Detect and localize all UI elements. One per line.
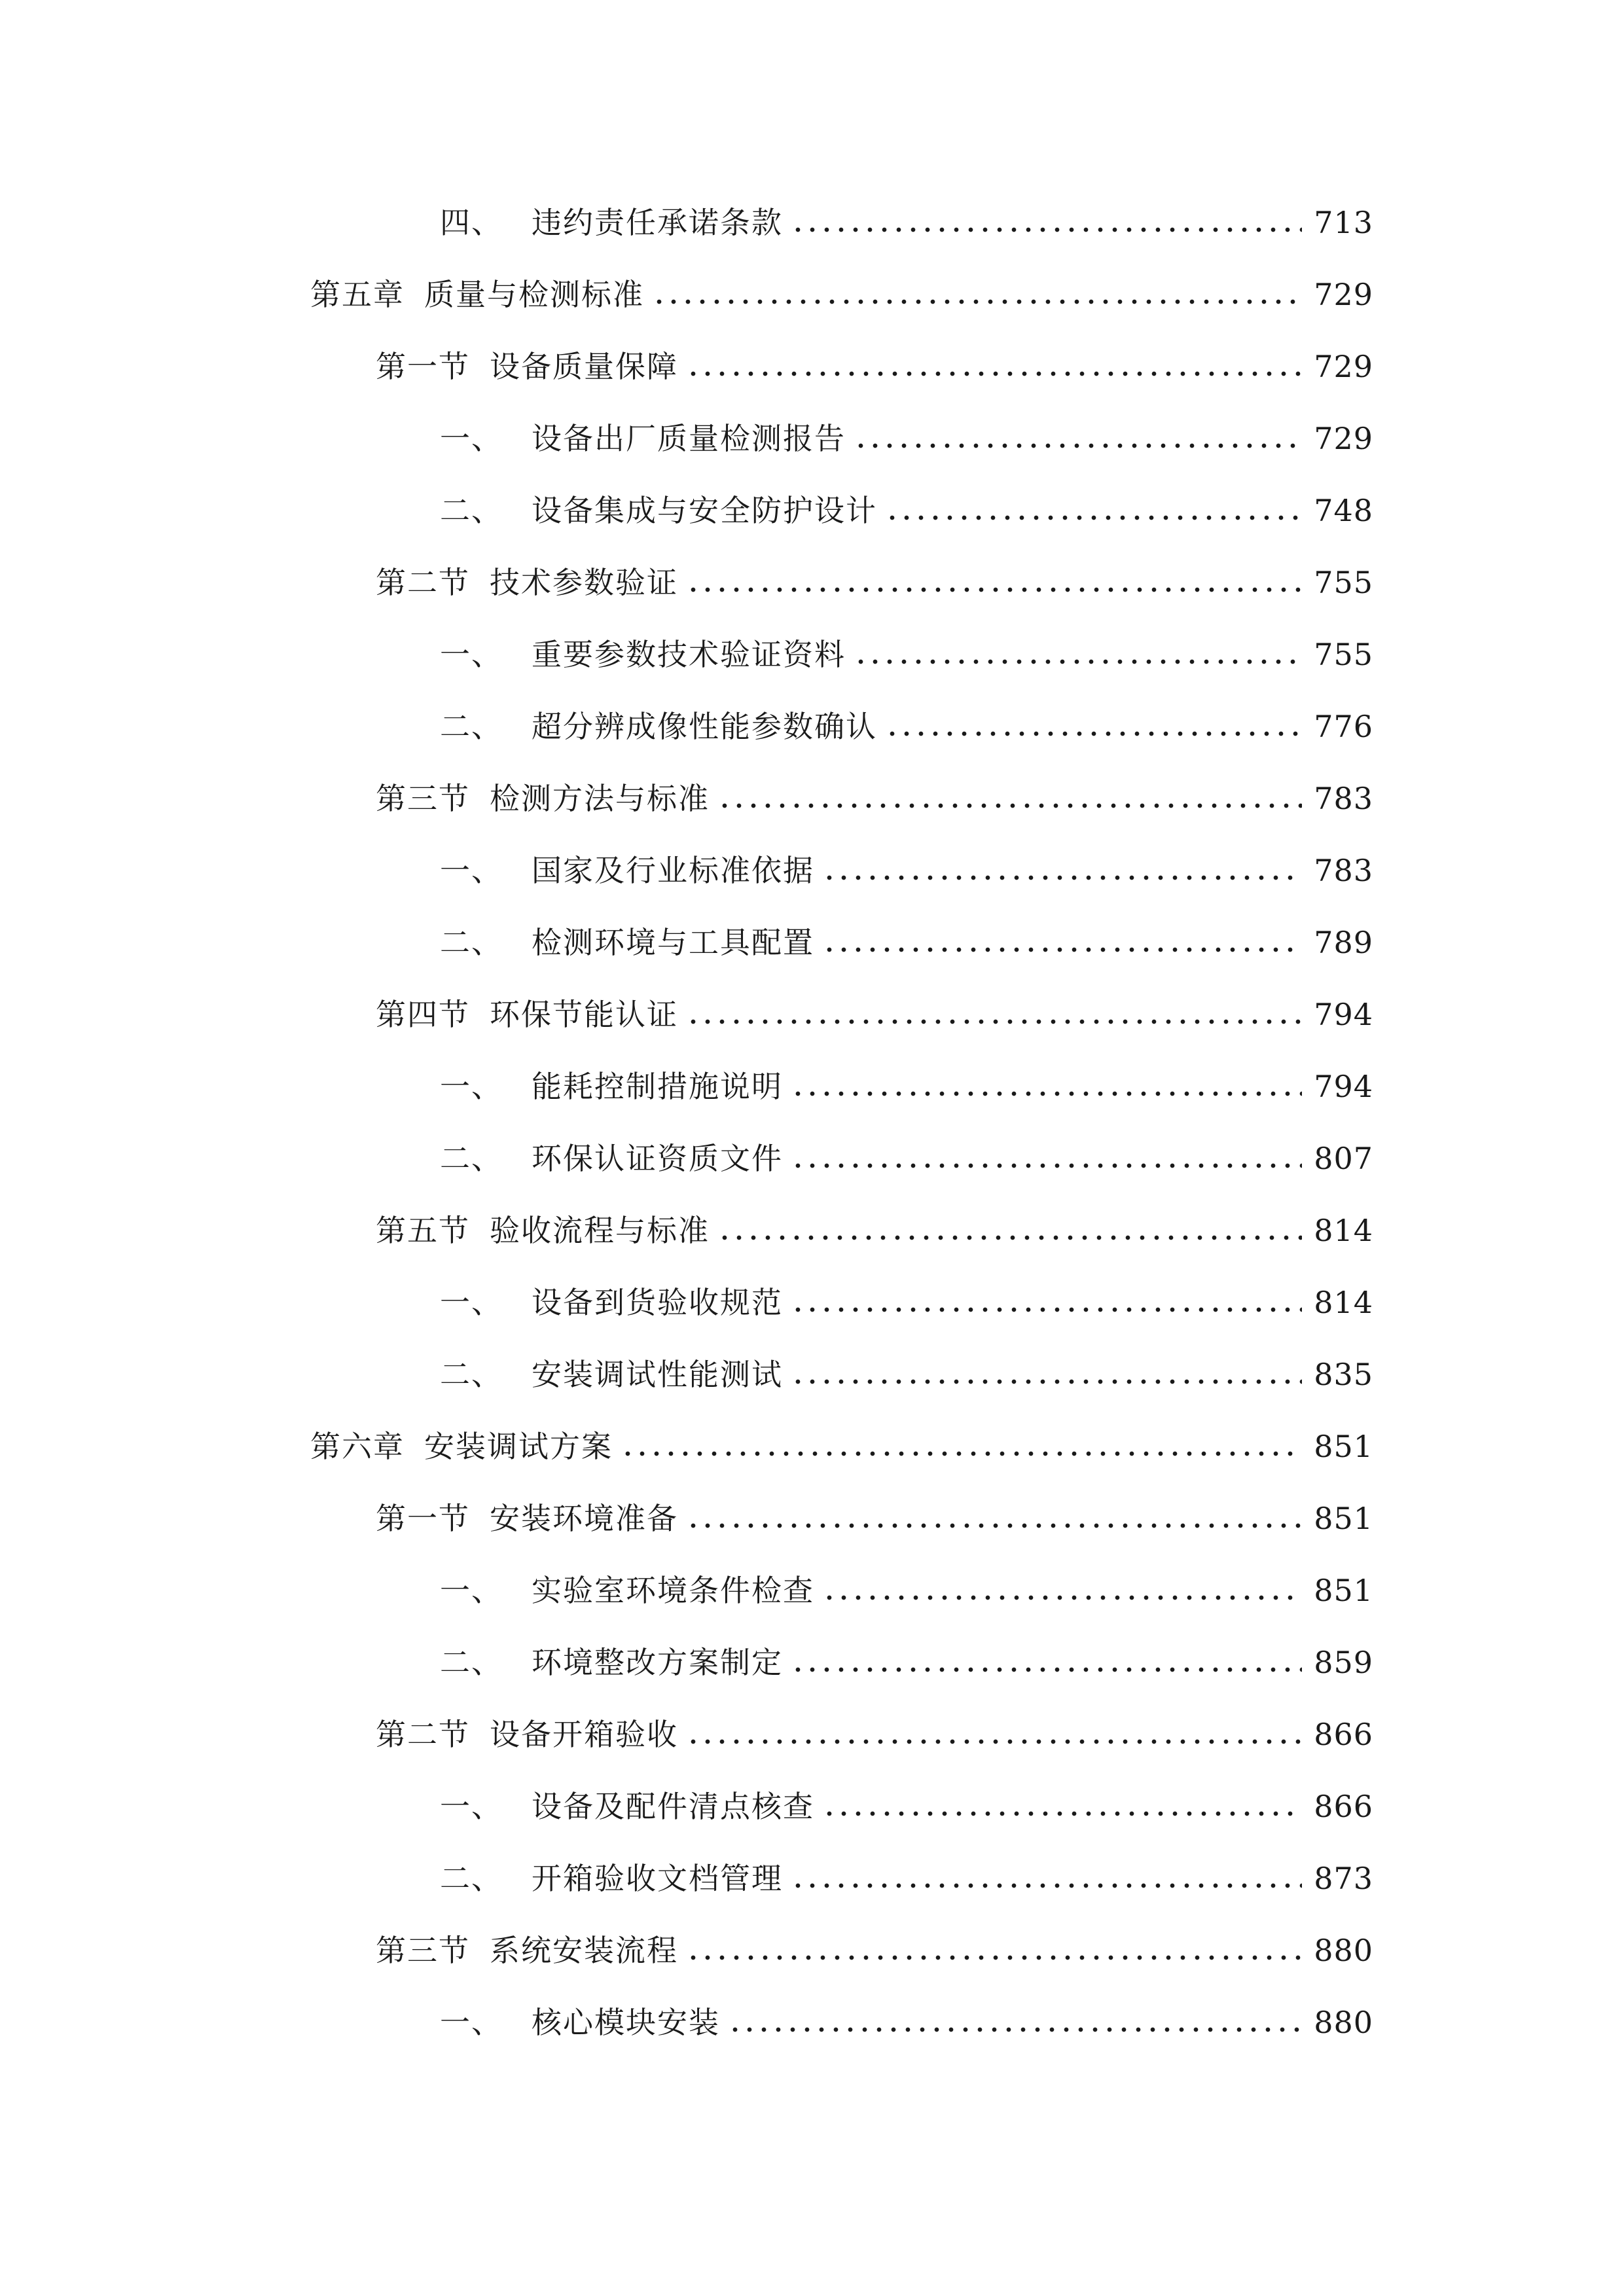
toc-entry-title: 安装调试性能测试 xyxy=(532,1357,783,1392)
toc-entry-section[interactable] xyxy=(376,334,1373,386)
toc-entry-section[interactable] xyxy=(376,982,1373,1034)
toc-entry-title: 环保认证资质文件 xyxy=(532,1141,783,1176)
dot-leader xyxy=(791,226,1302,233)
toc-entry-page: 873 xyxy=(1314,1861,1373,1896)
toc-entry-title: 能耗控制措施说明 xyxy=(532,1069,783,1104)
toc-entry-title: 检测环境与工具配置 xyxy=(532,925,814,960)
dot-leader xyxy=(686,586,1302,593)
toc-entry[interactable] xyxy=(440,694,1373,746)
toc-entry-title: 安装环境准备 xyxy=(490,1501,678,1536)
toc-entry-prefix: 二、 xyxy=(440,1141,503,1176)
toc-entry[interactable] xyxy=(440,1342,1373,1394)
toc-entry[interactable] xyxy=(440,1558,1373,1610)
toc-entry-page: 859 xyxy=(1314,1645,1373,1680)
toc-entry-page: 866 xyxy=(1314,1717,1373,1752)
toc-entry-prefix: 二、 xyxy=(440,1645,503,1680)
toc-entry[interactable] xyxy=(440,838,1373,890)
toc-entry-page: 729 xyxy=(1314,277,1373,312)
toc-entry-page: 713 xyxy=(1314,205,1373,240)
toc-entry-page: 794 xyxy=(1314,1069,1373,1104)
toc-entry-page: 783 xyxy=(1314,781,1373,816)
toc-entry-page: 807 xyxy=(1314,1141,1373,1176)
toc-entry[interactable] xyxy=(440,478,1373,530)
toc-entry[interactable] xyxy=(440,1630,1373,1682)
toc-entry-title: 验收流程与标准 xyxy=(490,1213,710,1248)
toc-entry-prefix: 第二节 xyxy=(376,1717,470,1752)
toc-entry-page: 755 xyxy=(1314,565,1373,600)
dot-leader xyxy=(822,1594,1302,1601)
dot-leader xyxy=(791,1090,1302,1097)
toc-entry-title: 开箱验收文档管理 xyxy=(532,1861,783,1896)
toc-entry-page: 789 xyxy=(1314,925,1373,960)
dot-leader xyxy=(885,730,1302,737)
dot-leader xyxy=(822,874,1302,881)
toc-entry-title: 环境整改方案制定 xyxy=(532,1645,783,1680)
toc-entry-page: 729 xyxy=(1314,421,1373,456)
dot-leader xyxy=(822,946,1302,953)
toc-entry-page: 851 xyxy=(1314,1573,1373,1608)
toc-entry-title: 超分辨成像性能参数确认 xyxy=(532,709,877,744)
toc-entry-page: 866 xyxy=(1314,1789,1373,1824)
dot-leader xyxy=(791,1378,1302,1385)
toc-entry-section[interactable] xyxy=(376,1198,1373,1250)
dot-leader xyxy=(885,514,1302,521)
toc-entry[interactable] xyxy=(440,1126,1373,1178)
toc-entry-page: 729 xyxy=(1314,349,1373,384)
toc-entry-title: 重要参数技术验证资料 xyxy=(532,637,846,672)
toc-entry-page: 880 xyxy=(1314,2005,1373,2040)
toc-entry-prefix: 二、 xyxy=(440,709,503,744)
toc-entry-page: 814 xyxy=(1314,1213,1373,1248)
dot-leader xyxy=(686,1522,1302,1529)
toc-entry-prefix: 一、 xyxy=(440,853,503,888)
toc-entry-title: 核心模块安装 xyxy=(532,2005,720,2040)
toc-entry-page: 794 xyxy=(1314,997,1373,1032)
toc-entry-prefix: 一、 xyxy=(440,1573,503,1608)
toc-entry-page: 755 xyxy=(1314,637,1373,672)
toc-entry[interactable] xyxy=(440,1990,1373,2042)
toc-entry-prefix: 第一节 xyxy=(376,1501,470,1536)
toc-entry-prefix: 第五章 xyxy=(310,277,405,312)
toc-entry-prefix: 二、 xyxy=(440,493,503,528)
toc-entry[interactable] xyxy=(440,1774,1373,1826)
toc-entry-title: 设备集成与安全防护设计 xyxy=(532,493,877,528)
toc-entry-page: 835 xyxy=(1314,1357,1373,1392)
toc-entry-prefix: 第五节 xyxy=(376,1213,470,1248)
toc-entry-title: 设备到货验收规范 xyxy=(532,1285,783,1320)
toc-entry-title: 设备及配件清点核查 xyxy=(532,1789,814,1824)
toc-entry[interactable] xyxy=(440,1270,1373,1322)
toc-entry-title: 系统安装流程 xyxy=(490,1933,678,1968)
toc-entry-prefix: 二、 xyxy=(440,1861,503,1896)
dot-leader xyxy=(717,1234,1302,1241)
toc-entry-title: 设备开箱验收 xyxy=(490,1717,678,1752)
dot-leader xyxy=(717,802,1302,809)
toc-entry-page: 776 xyxy=(1314,709,1373,744)
toc-entry-section[interactable] xyxy=(376,1486,1373,1538)
toc-entry-title: 设备质量保障 xyxy=(490,349,678,384)
toc-entry-section[interactable] xyxy=(376,1702,1373,1754)
toc-entry-title: 质量与检测标准 xyxy=(424,277,644,312)
dot-leader xyxy=(791,1882,1302,1889)
dot-leader xyxy=(686,1954,1302,1961)
toc-entry-title: 国家及行业标准依据 xyxy=(532,853,814,888)
toc-entry-page: 748 xyxy=(1314,493,1373,528)
toc-entry-prefix: 第一节 xyxy=(376,349,470,384)
dot-leader xyxy=(686,370,1302,377)
dot-leader xyxy=(791,1666,1302,1673)
toc-entry-section[interactable] xyxy=(376,766,1373,818)
dot-leader xyxy=(621,1450,1302,1457)
dot-leader xyxy=(686,1738,1302,1745)
toc-entry-prefix: 一、 xyxy=(440,1069,503,1104)
toc-entry[interactable] xyxy=(440,406,1373,458)
toc-entry[interactable] xyxy=(440,910,1373,962)
toc-entry[interactable] xyxy=(440,622,1373,674)
toc-entry-prefix: 第四节 xyxy=(376,997,470,1032)
toc-entry-prefix: 一、 xyxy=(440,421,503,456)
toc-entry-title: 安装调试方案 xyxy=(424,1429,613,1464)
toc-entry[interactable] xyxy=(440,1846,1373,1898)
dot-leader xyxy=(854,658,1302,665)
toc-entry-section[interactable] xyxy=(376,1918,1373,1970)
toc-entry-prefix: 二、 xyxy=(440,925,503,960)
toc-entry-page: 783 xyxy=(1314,853,1373,888)
toc-entry-title: 违约责任承诺条款 xyxy=(532,205,783,240)
toc-entry-prefix: 第二节 xyxy=(376,565,470,600)
dot-leader xyxy=(791,1306,1302,1313)
toc-entry-title: 实验室环境条件检查 xyxy=(532,1573,814,1608)
dot-leader xyxy=(822,1810,1302,1817)
dot-leader xyxy=(791,1162,1302,1169)
toc-entry-page: 880 xyxy=(1314,1933,1373,1968)
dot-leader xyxy=(854,442,1302,449)
toc-entry-prefix: 一、 xyxy=(440,2005,503,2040)
toc-entry-section[interactable] xyxy=(376,550,1373,602)
toc-entry-prefix: 第三节 xyxy=(376,1933,470,1968)
toc-entry-title: 检测方法与标准 xyxy=(490,781,710,816)
dot-leader xyxy=(686,1018,1302,1025)
toc-entry-page: 851 xyxy=(1314,1501,1373,1536)
toc-entry-prefix: 一、 xyxy=(440,637,503,672)
toc-entry-title: 技术参数验证 xyxy=(490,565,678,600)
dot-leader xyxy=(728,2026,1302,2033)
toc-entry-prefix: 二、 xyxy=(440,1357,503,1392)
toc-entry-prefix: 第六章 xyxy=(310,1429,405,1464)
toc-entry-prefix: 一、 xyxy=(440,1789,503,1824)
toc-entry-chapter[interactable] xyxy=(310,262,1373,314)
toc-entry-prefix: 四、 xyxy=(440,205,503,240)
toc-entry-title: 环保节能认证 xyxy=(490,997,678,1032)
toc-entry[interactable] xyxy=(440,1054,1373,1106)
toc-entry-title: 设备出厂质量检测报告 xyxy=(532,421,846,456)
toc-entry-prefix: 第三节 xyxy=(376,781,470,816)
toc-entry-prefix: 一、 xyxy=(440,1285,503,1320)
toc-entry-page: 851 xyxy=(1314,1429,1373,1464)
dot-leader xyxy=(652,298,1302,305)
toc-entry[interactable] xyxy=(440,190,1373,242)
toc-entry-page: 814 xyxy=(1314,1285,1373,1320)
toc-entry-chapter[interactable] xyxy=(310,1414,1373,1466)
